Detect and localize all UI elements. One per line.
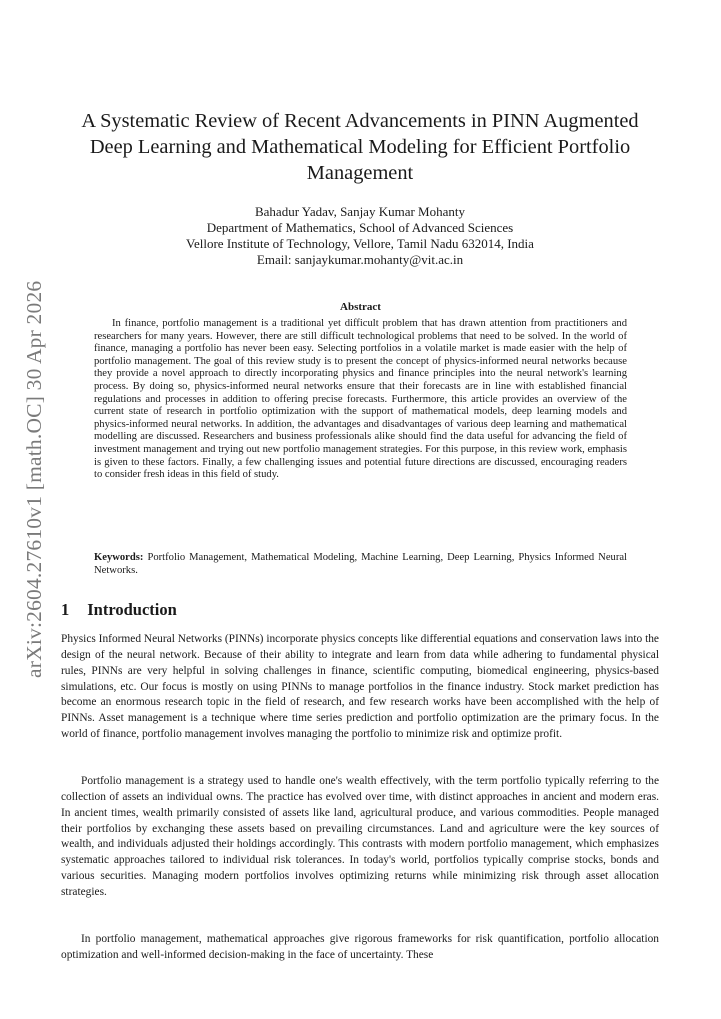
section-number: 1 [61,600,70,619]
author-names: Bahadur Yadav, Sanjay Kumar Mohanty [254,204,465,219]
keywords-list: Portfolio Management, Mathematical Modeling, Machine Learning, Deep Learning, Physics Informed Neural Networks. [94,552,627,576]
author-institute: Vellore Institute of Technology, Vellore, Tamil Nadu 632014, India [186,236,534,251]
keywords-label: Keywords: [94,552,144,563]
body-paragraph: Physics Informed Neural Networks (PINNs) incorporate physics concepts like differential equations and conservation laws into the design of the neural network. Because of their ability to integrate and learn from data while adhering to fundamental physical rules, PINNs are very helpful in solving challenges in finance, scientific computing, biomedical engineering, physics-based simulations, etc. Our focus is mostly on using PINNs to manage portfolios in the finance industry. Stock market prediction has become an enormous research topic in the field of research, and few research works have been accomplished with the help of PINNs. Asset management is a technique where time series prediction and portfolio optimization are the primary focus. In the world of finance, portfolio management involves managing the portfolio to minimize risk and optimize profit. [61,633,659,741]
abstract-heading: Abstract [340,301,381,313]
keywords [94,552,627,577]
author-block [60,204,660,268]
section-heading [61,600,177,620]
author-email: Email: sanjaykumar.mohanty@vit.ac.in [256,252,464,267]
body-paragraph: Portfolio management is a strategy used to handle one's wealth effectively, with the term portfolio typically referring to the collection of assets an individual owns. The practice has evolved over time, with distinct approaches in ancient and modern eras. In ancient times, wealth primarily consisted of assets like land, agricultural produce, and various commodities. People managed their portfolios by exchanging these assets based on prevailing circumstances. Land and agriculture were the key sources of wealth, and individuals adjusted their holdings accordingly. This contrasts with modern portfolio management, which emphasizes systematic approaches tailored to individual risk tolerances. In today's world, portfolios typically comprise stocks, bonds and various securities. Managing modern portfolios involves optimizing returns while minimizing risk through asset allocation strategies. [61,775,659,898]
arxiv-identifier-text: arXiv:2604.27610v1 [math.OC] 30 Apr 2026 [22,280,46,678]
section-title: Introduction [87,600,177,619]
paper-title: A Systematic Review of Recent Advancements in PINN Augmented Deep Learning and Mathematical Modeling for Efficient Portfolio Management [81,110,639,184]
body-paragraph: In portfolio management, mathematical approaches give rigorous frameworks for risk quantification, portfolio allocation optimization and well-informed decision-making in the face of uncertainty. These [61,933,659,961]
author-department: Department of Mathematics, School of Advanced Sciences [206,220,514,235]
abstract-text: In finance, portfolio management is a traditional yet difficult problem that has drawn attention from practitioners and researchers for many years. However, there are still difficult technological problems that need to be solved. In the world of finance, managing a portfolio has never been easy. Selecting portfolios in a volatile market is made easier with the help of portfolio management. The goal of this review study is to present the concept of physics-informed neural networks because they provide a novel approach to directly incorporating physics and finance principles into the neural network's learning process. By doing so, physics-informed neural networks ensure that their forecasts are in line with established financial regulations and processes in addition to offering precise forecasts. Furthermore, this article provides an overview of the current state of research in portfolio optimization with the support of mathematical models, deep learning models and physics-informed neural networks. In addition, the advantages and disadvantages of various deep learning and mathematical modelling are discussed. Researchers and business professionals alike should find the data useful for advancing the field of investment management and trying out new portfolio management strategies. For this purpose, in this review work, emphasis is given to these factors. Finally, a few challenging issues and potential future directions are discussed, encouraging readers to consider fresh ideas in this field of study. [94,318,627,481]
